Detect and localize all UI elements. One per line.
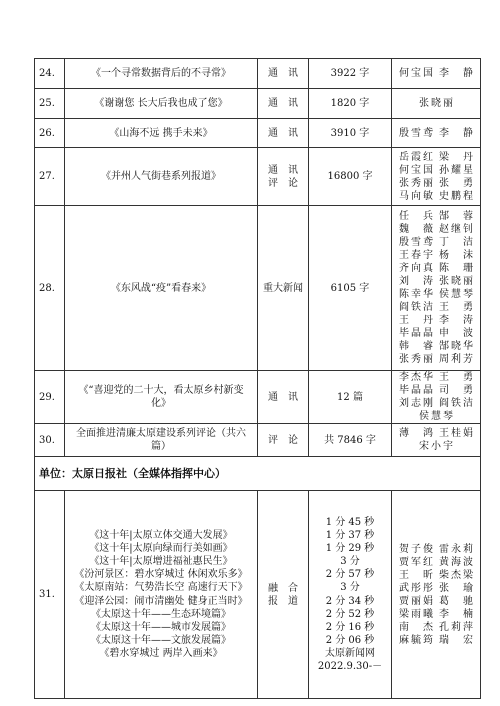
author-name: 刘 涛 <box>399 276 433 287</box>
author-line <box>392 397 480 410</box>
author-name: 王 勇 <box>439 372 473 383</box>
author-line <box>392 288 480 301</box>
duration-value: 2 分 06 秒 <box>325 634 375 646</box>
row-number: 29. <box>39 391 55 403</box>
category-label: 通 讯 <box>268 391 298 403</box>
author-name: 毕晶晶 <box>399 385 433 396</box>
row-number-cell <box>35 206 65 371</box>
category-label: 评 论 <box>268 434 298 446</box>
author-name: 贾军红 <box>399 556 433 568</box>
authors-cell <box>392 424 481 457</box>
category-cell <box>258 148 309 206</box>
author-name: 赵继钊 <box>439 224 473 235</box>
row-number: 25. <box>39 98 55 109</box>
author-line <box>392 127 480 140</box>
author-line <box>392 97 480 110</box>
author-name: 丁 洁 <box>439 237 473 248</box>
category-cell <box>258 206 309 371</box>
author-name: 宋小宇 <box>419 441 453 452</box>
work-title: 《山海不远 携手未来》 <box>109 127 213 139</box>
author-line <box>392 621 480 634</box>
author-name: 李杰华 <box>399 372 433 383</box>
author-name: 陈幸华 <box>399 289 433 300</box>
author-name: 葛 驰 <box>439 595 473 607</box>
author-name: 薄 鸿 <box>399 428 433 439</box>
table-row <box>35 89 481 119</box>
author-name: 何宝国 <box>399 164 433 176</box>
author-name: 阎铁洁 <box>439 398 473 409</box>
duration-value: 2 分 16 秒 <box>325 621 375 633</box>
author-name: 张晓丽 <box>419 98 453 109</box>
author-line <box>392 440 480 453</box>
work-title: 《太原这十年——文旅发展篇》 <box>91 634 231 646</box>
category-cell <box>258 59 309 89</box>
author-name: 齐向真 <box>399 263 433 274</box>
author-name: 史鹏程 <box>439 190 473 202</box>
duration-value: 3 分 <box>340 582 360 594</box>
author-line <box>392 543 480 556</box>
row-number-cell <box>35 59 65 89</box>
work-title: 《碧水穿城过 两岸入画来》 <box>99 647 223 659</box>
author-name: 孔莉萍 <box>439 621 473 633</box>
author-name: 殷雪鸢 <box>399 127 433 139</box>
author-name: 黄海波 <box>439 556 473 568</box>
word-count-cell <box>309 206 392 371</box>
work-title: 全面推进清廉太原建设系列评论（共六篇） <box>76 428 246 452</box>
author-name: 雷永莉 <box>439 543 473 555</box>
title-cell <box>65 119 258 148</box>
title-cell <box>65 371 258 424</box>
author-line <box>392 262 480 275</box>
word-count: 共 7846 字 <box>324 434 376 446</box>
author-name: 李 楠 <box>439 608 473 620</box>
authors-cell <box>392 89 481 119</box>
author-name: 王 丹 <box>399 315 433 326</box>
work-title: 《迎泽公园：闹市清幽处 健身正当时》 <box>74 595 248 607</box>
table-row <box>35 119 481 148</box>
row-number: 30. <box>39 434 55 446</box>
author-line <box>392 151 480 164</box>
row-number-cell <box>35 491 65 699</box>
author-name: 孙耀星 <box>439 164 473 176</box>
author-line <box>392 249 480 262</box>
word-count-cell <box>309 148 392 206</box>
author-name: 梁雨曦 <box>399 608 433 620</box>
category-cell <box>258 89 309 119</box>
duration-cell <box>309 491 392 699</box>
table-row <box>35 59 481 89</box>
author-line <box>392 210 480 223</box>
author-name: 王桂娟 <box>439 428 473 439</box>
work-title: 《谢谢您 长大后我也成了您》 <box>94 98 228 109</box>
author-name: 岳霞红 <box>399 151 433 163</box>
author-name: 贺子俊 <box>399 543 433 555</box>
author-name: 司 勇 <box>439 385 473 396</box>
author-name: 张秀丽 <box>399 177 433 189</box>
word-count: 16800 字 <box>327 171 373 182</box>
author-name: 魏 薇 <box>399 224 433 235</box>
author-line <box>392 569 480 582</box>
authors-cell <box>392 491 481 699</box>
title-list-cell <box>65 491 258 699</box>
author-line <box>392 427 480 440</box>
row-number-cell <box>35 424 65 457</box>
word-count: 3910 字 <box>330 127 370 139</box>
table-row <box>35 424 481 457</box>
author-name: 何宝国 <box>399 68 433 79</box>
author-line <box>392 582 480 595</box>
duration-value: 2 分 34 秒 <box>325 595 375 607</box>
work-title: 《汾河景区：碧水穿城过 休闲欢乐多》 <box>74 569 248 581</box>
category-cell <box>258 424 309 457</box>
word-count: 3922 字 <box>330 68 370 79</box>
work-title: 《这十年|太原向绿而行美如画》 <box>89 543 233 555</box>
author-name: 柴杰梁 <box>439 569 473 581</box>
word-count: 12 篇 <box>337 391 363 403</box>
author-name: 侯慧琴 <box>419 411 453 422</box>
duration-value: 3 分 <box>340 556 360 568</box>
author-name: 南 杰 <box>399 621 433 633</box>
author-line <box>392 301 480 314</box>
title-cell <box>65 424 258 457</box>
title-cell <box>65 59 258 89</box>
section-label: 单位：太原日报社（全媒体指挥中心） <box>39 467 226 480</box>
author-name: 张晓丽 <box>439 276 473 287</box>
work-title: 《太原这十年——城市发展篇》 <box>91 621 231 633</box>
duration-value: 1 分 45 秒 <box>325 516 375 528</box>
title-cell <box>65 148 258 206</box>
author-line <box>392 595 480 608</box>
row-number-cell <box>35 148 65 206</box>
author-name: 瑞 宏 <box>439 634 473 646</box>
work-title: 《这十年|太原增进福祉惠民生》 <box>89 556 233 568</box>
category-cell <box>258 371 309 424</box>
duration-value: 1 分 29 秒 <box>325 543 375 555</box>
word-count-cell <box>309 89 392 119</box>
author-name: 周利芳 <box>439 354 473 365</box>
authors-cell <box>392 119 481 148</box>
author-line <box>392 556 480 569</box>
row-number: 26. <box>39 127 55 139</box>
word-count-cell <box>309 119 392 148</box>
author-name: 殷雪鸢 <box>399 237 433 248</box>
author-name: 阎铁洁 <box>399 302 433 313</box>
word-count-cell <box>309 371 392 424</box>
author-line <box>392 275 480 288</box>
table-row <box>35 371 481 424</box>
author-name: 申 波 <box>439 328 473 339</box>
author-name: 梁 丹 <box>439 151 473 163</box>
category-cell <box>258 119 309 148</box>
category-label: 通 讯 <box>268 98 298 109</box>
author-line <box>392 384 480 397</box>
duration-value: 2022.9.30-－ <box>317 660 383 672</box>
author-name: 贾丽娟 <box>399 595 433 607</box>
author-line <box>392 353 480 366</box>
duration-value: 1 分 37 秒 <box>325 530 375 542</box>
author-name: 武彤彤 <box>399 582 433 594</box>
word-count: 1820 字 <box>330 98 370 109</box>
author-line <box>392 410 480 423</box>
authors-cell <box>392 206 481 371</box>
author-line <box>392 67 480 80</box>
author-name: 张秀丽 <box>399 354 433 365</box>
category-label: 融 合 <box>268 582 298 594</box>
author-line <box>392 164 480 177</box>
authors-cell <box>392 59 481 89</box>
author-line <box>392 236 480 249</box>
category-label: 通 讯 <box>268 68 298 79</box>
title-cell <box>65 89 258 119</box>
authors-cell <box>392 148 481 206</box>
author-line <box>392 327 480 340</box>
author-line <box>392 223 480 236</box>
word-count: 6105 字 <box>330 282 370 294</box>
author-name: 马向敏 <box>399 190 433 202</box>
category-label: 通 讯 <box>268 127 298 139</box>
category-label: 通 讯 <box>268 164 298 176</box>
author-name: 郜 蓉 <box>439 211 473 222</box>
document-table-wrapper <box>34 58 480 699</box>
author-line <box>392 340 480 353</box>
word-count-cell <box>309 59 392 89</box>
author-line <box>392 634 480 647</box>
author-name: 张 瑜 <box>439 582 473 594</box>
author-line <box>392 608 480 621</box>
section-header-cell <box>35 457 481 491</box>
author-name: 李 涛 <box>439 315 473 326</box>
author-line <box>392 177 480 190</box>
duration-value: 2 分 52 秒 <box>325 608 375 620</box>
title-cell <box>65 206 258 371</box>
table-row <box>35 491 481 699</box>
award-entries-table <box>34 58 481 699</box>
authors-cell <box>392 371 481 424</box>
category-cell <box>258 491 309 699</box>
row-number: 27. <box>39 171 55 182</box>
row-number: 24. <box>39 68 55 79</box>
work-title: 《一个寻常数据背后的不寻常》 <box>91 68 231 79</box>
category-label: 评 论 <box>268 177 298 189</box>
author-name: 李 静 <box>439 127 473 139</box>
author-line <box>392 371 480 384</box>
duration-value: 太原新闻网 <box>325 647 375 659</box>
author-name: 刘志刚 <box>399 398 433 409</box>
author-line <box>392 190 480 203</box>
author-name: 杨 沫 <box>439 250 473 261</box>
table-row <box>35 148 481 206</box>
author-name: 麻毓筠 <box>399 634 433 646</box>
work-title: 《“喜迎党的二十大，看太原乡村新变化》 <box>78 385 244 409</box>
author-name: 张 勇 <box>439 177 473 189</box>
author-name: 任 兵 <box>399 211 433 222</box>
row-number-cell <box>35 371 65 424</box>
author-line <box>392 314 480 327</box>
table-row <box>35 206 481 371</box>
row-number-cell <box>35 89 65 119</box>
author-name: 郜晓华 <box>439 341 473 352</box>
work-title: 《太原南站：气势浩长空 高速行天下》 <box>74 582 248 594</box>
work-title: 《并州人气街巷系列报道》 <box>101 171 221 182</box>
work-title: 《东风战“疫”看春来》 <box>110 282 212 294</box>
category-label: 报 道 <box>268 595 298 607</box>
author-name: 韩 睿 <box>399 341 433 352</box>
author-name: 陈 珊 <box>439 263 473 274</box>
work-title: 《太原这十年——生态环境篇》 <box>91 608 231 620</box>
row-number-cell <box>35 119 65 148</box>
row-number: 31. <box>39 589 55 600</box>
word-count-cell <box>309 424 392 457</box>
author-name: 王 勇 <box>439 302 473 313</box>
author-name: 王春宇 <box>399 250 433 261</box>
row-number: 28. <box>39 282 55 294</box>
duration-value: 2 分 57 秒 <box>325 569 375 581</box>
author-name: 毕晶晶 <box>399 328 433 339</box>
work-title: 《这十年|太原立体交通大发展》 <box>89 530 233 542</box>
author-name: 李 静 <box>439 68 473 79</box>
category-label: 重大新闻 <box>263 282 303 294</box>
section-header-row <box>35 457 481 491</box>
author-name: 王 昕 <box>399 569 433 581</box>
author-name: 侯慧琴 <box>439 289 473 300</box>
